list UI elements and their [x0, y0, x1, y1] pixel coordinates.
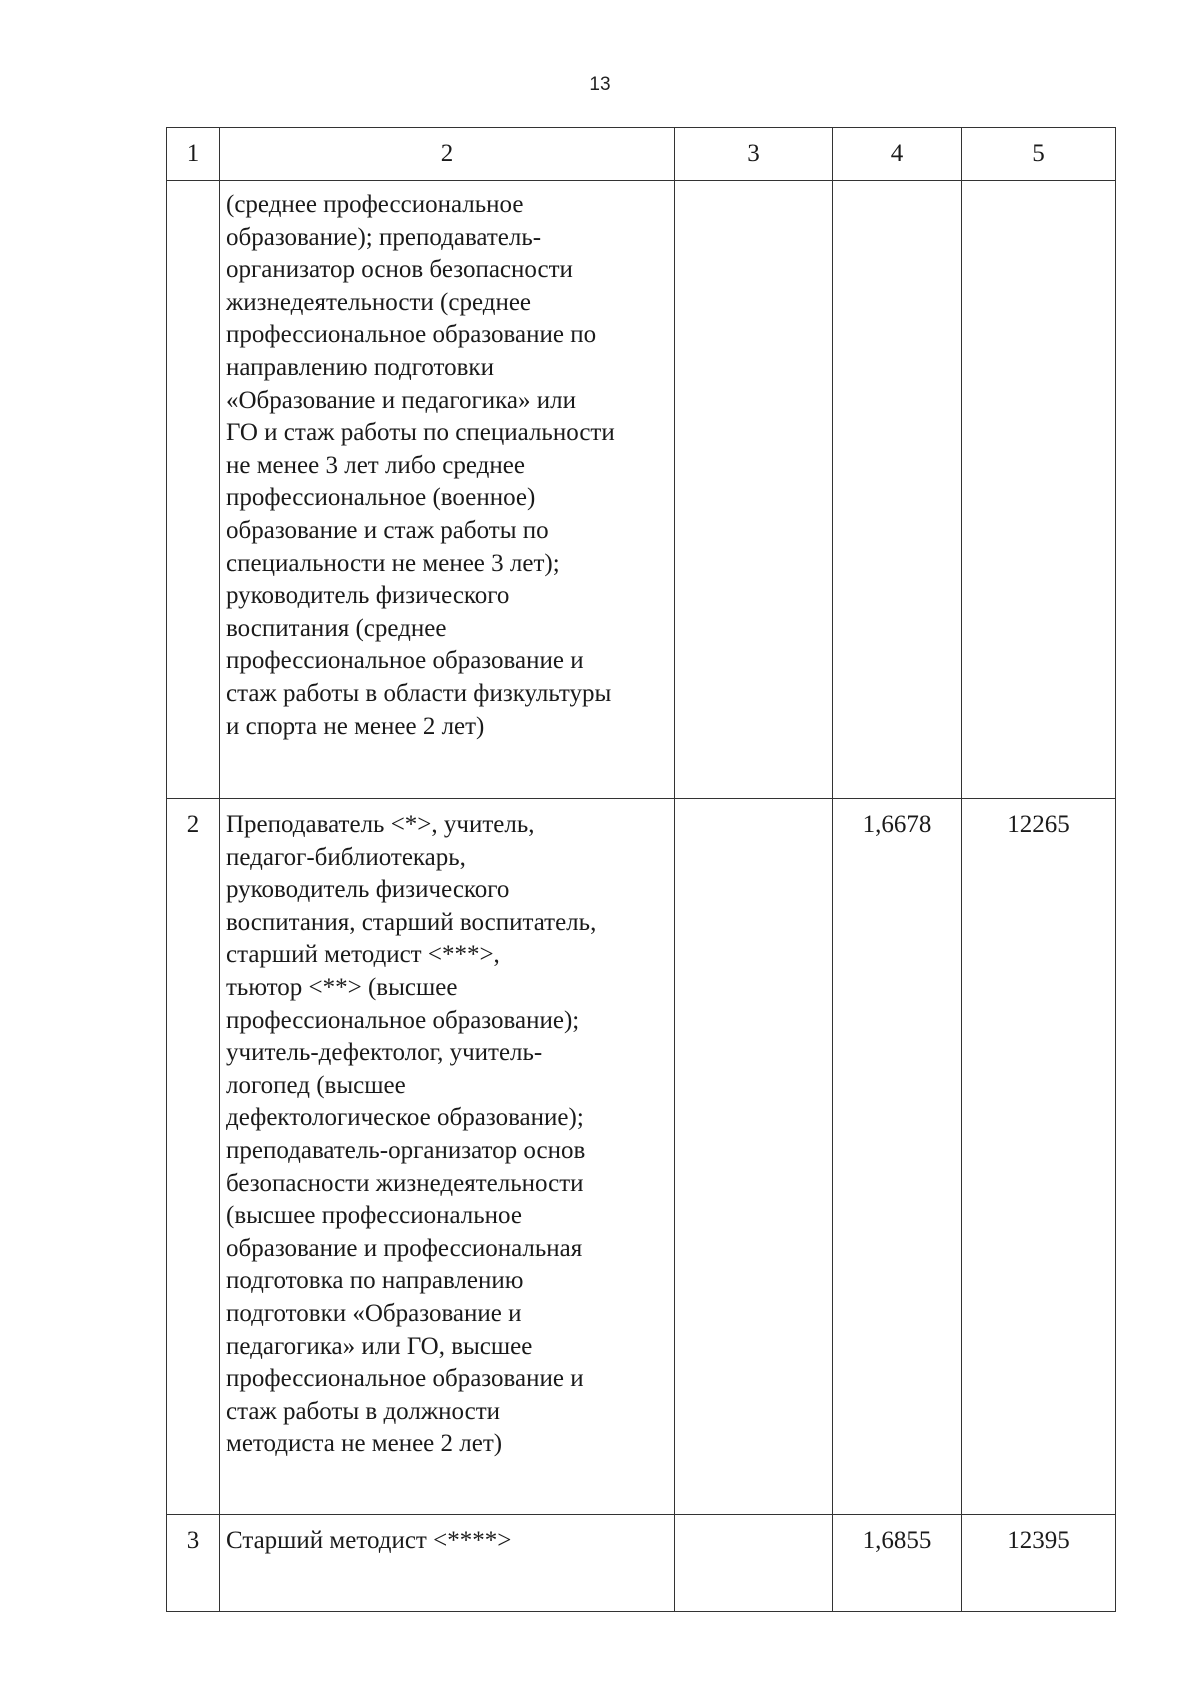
column-3-cell [675, 181, 833, 799]
row-number-cell [167, 181, 220, 799]
column-3-cell [675, 1515, 833, 1612]
column-3-cell [675, 799, 833, 1515]
header-cell-4: 4 [833, 128, 962, 181]
page-number: 13 [589, 74, 611, 95]
position-description-cell: Преподаватель <*>, учитель, педагог-библиотекарь, руководитель физического воспитания, старший воспитатель, старший методист <***>, тьютор <**> (высшее профессиональное образование); учитель-дефектолог, учитель- логопед (высшее дефектологическое образование); преподаватель-организатор основ безопасности жизнедеятельности (высшее профессиональное образование и профессиональная подготовка по направлению подготовки «Образование и педагогика» или ГО, высшее профессиональное образование и стаж работы в должности методиста не менее 2 лет) [220, 799, 675, 1515]
header-cell-3: 3 [675, 128, 833, 181]
coefficient-cell: 1,6678 [833, 799, 962, 1515]
coefficient-cell [833, 181, 962, 799]
qualification-table [166, 127, 1116, 1612]
table-row [167, 181, 1116, 799]
header-cell-2: 2 [220, 128, 675, 181]
table-row [167, 1515, 1116, 1612]
salary-cell: 12265 [962, 799, 1116, 1515]
salary-cell: 12395 [962, 1515, 1116, 1612]
row-number-cell: 2 [167, 799, 220, 1515]
row-number-cell: 3 [167, 1515, 220, 1612]
table-header-row [167, 128, 1116, 181]
position-description-cell: (среднее профессиональное образование); преподаватель- организатор основ безопасности жизнедеятельности (среднее профессиональное образование по направлению подготовки «Образование и педагогика» или ГО и стаж работы по специальности не менее 3 лет либо среднее профессиональное (военное) образование и стаж работы по специальности не менее 3 лет); руководитель физического воспитания (среднее профессиональное образование и стаж работы в области физкультуры и спорта не менее 2 лет) [220, 181, 675, 799]
position-description-cell: Старший методист <****> [220, 1515, 675, 1612]
header-cell-5: 5 [962, 128, 1116, 181]
salary-cell [962, 181, 1116, 799]
coefficient-cell: 1,6855 [833, 1515, 962, 1612]
header-cell-1: 1 [167, 128, 220, 181]
table-row [167, 799, 1116, 1515]
